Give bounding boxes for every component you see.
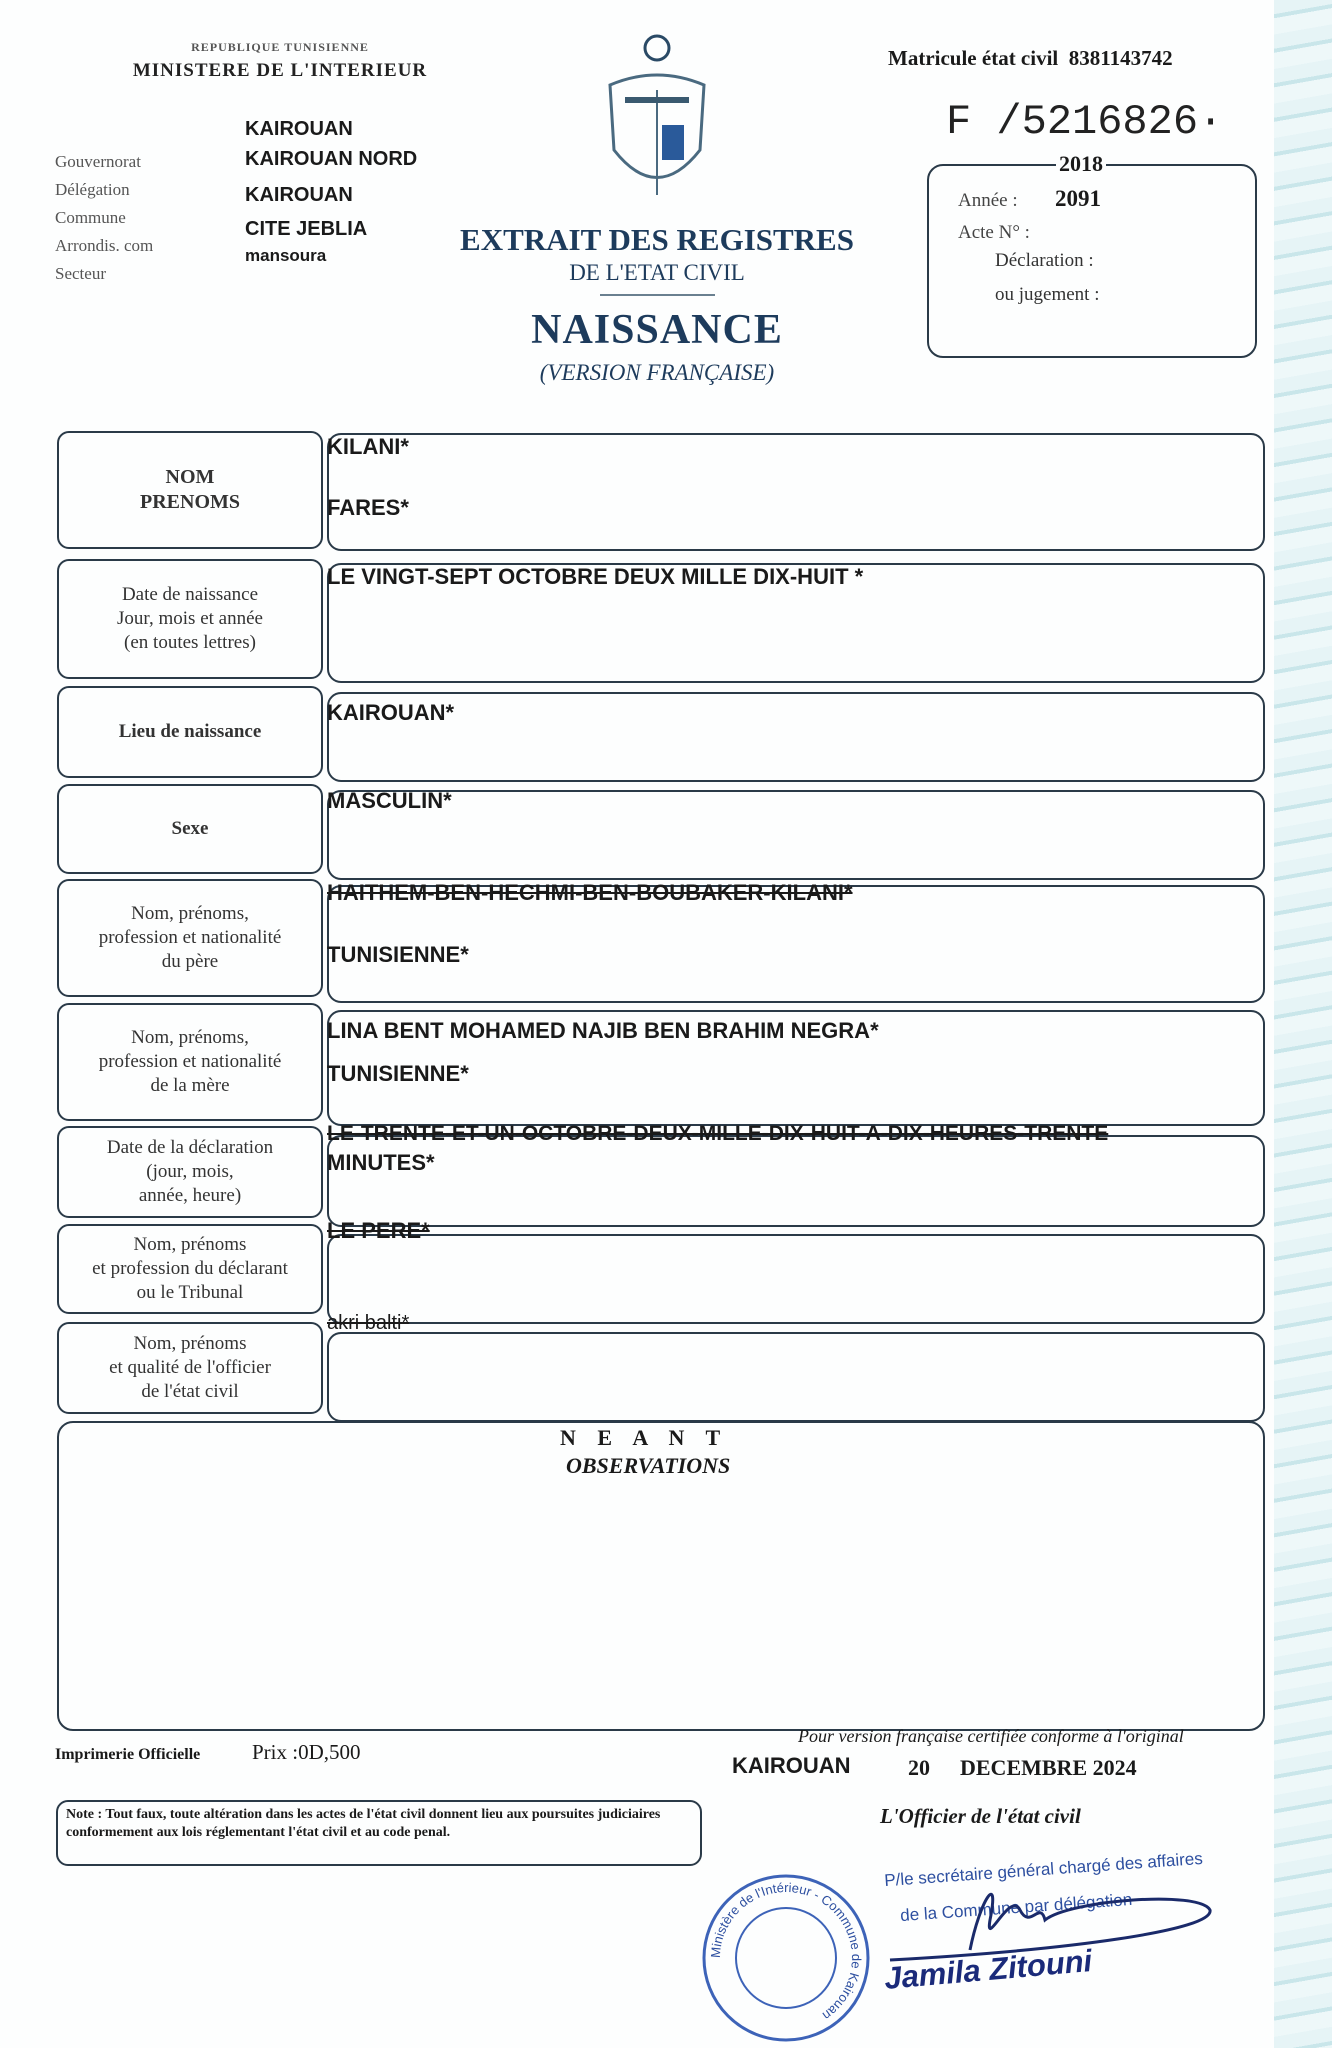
field-declaration <box>327 1135 1265 1227</box>
field-declarant <box>327 1234 1265 1324</box>
signature-line2: de la Commune par délégation <box>899 1889 1133 1926</box>
security-border <box>1274 0 1332 2048</box>
label-sexe: Sexe <box>57 784 323 874</box>
doc-title: EXTRAIT DES REGISTRES <box>460 222 854 257</box>
declaration-label: Déclaration : <box>995 250 1094 271</box>
serial-number: F /5216826· <box>946 98 1224 146</box>
label-date-naissance: Date de naissance Jour, mois et année (en toutes lettres) <box>57 559 323 679</box>
legal-note: Note : Tout faux, toute altération dans les actes de l'état civil donnent lieu aux poursuites judiciaires conformement aux lois réglementant l'état civil et au code penal. <box>56 1800 702 1866</box>
coat-of-arms-icon <box>600 30 714 205</box>
doc-subtitle: DE L'ETAT CIVIL <box>569 260 745 285</box>
date-day: 20 <box>908 1755 930 1780</box>
year-stamp: 2018 <box>1056 152 1106 176</box>
ministry-label: MINISTERE DE L'INTERIEUR <box>132 60 428 81</box>
value-delegation: KAIROUAN NORD <box>245 148 418 170</box>
doc-type: NAISSANCE <box>531 307 783 353</box>
value-pere-nom: HAITHEM-BEN-HECHMI-BEN-BOUBAKER-KILANI* <box>327 880 853 905</box>
value-mere-nationalite: TUNISIENNE* <box>327 1061 469 1086</box>
matricule-value: 8381143742 <box>1068 46 1173 70</box>
value-prenom: FARES* <box>327 495 409 520</box>
signature-line1: P/le secrétaire général chargé des affaires <box>883 1848 1204 1891</box>
field-lieu-naissance <box>327 692 1265 782</box>
printer-label: Imprimerie Officielle <box>55 1746 201 1763</box>
officer-title: L'Officier de l'état civil <box>880 1804 1081 1828</box>
doc-version: (VERSION FRANÇAISE) <box>539 360 775 385</box>
label-delegation: Délégation <box>55 180 130 199</box>
value-declaration-date: LE-TRENTE-ET-UN-OCTOBRE-DEUX-MILLE-DIX-HUIT-A-DIX-HEURES-TRENTE <box>327 1122 1109 1145</box>
value-mere-nom: LINA BENT MOHAMED NAJIB BEN BRAHIM NEGRA* <box>327 1018 879 1043</box>
annee-value: 2091 <box>1055 186 1101 211</box>
stamp-text: Ministère de l'Intérieur - Commune de Kairouan <box>707 1879 865 2024</box>
field-sexe <box>327 790 1265 880</box>
field-nom-prenoms <box>327 433 1265 551</box>
matricule-label: Matricule état civil <box>888 46 1059 70</box>
value-lieu-naissance: KAIROUAN* <box>327 700 455 725</box>
date-place: KAIROUAN <box>732 1753 851 1778</box>
value-gouvernorat: KAIROUAN <box>245 118 353 140</box>
value-date-naissance: LE VINGT-SEPT OCTOBRE DEUX MILLE DIX-HUIT * <box>327 564 864 589</box>
title-divider <box>600 294 715 296</box>
observations-value: N E A N T <box>560 1425 729 1450</box>
date-month-year: DECEMBRE 2024 <box>960 1755 1137 1780</box>
label-secteur: Secteur <box>55 264 106 283</box>
label-arrondissement: Arrondis. com <box>55 236 154 255</box>
signer-name: Jamila Zitouni <box>882 1942 1094 1997</box>
official-stamp-icon <box>700 1872 872 2044</box>
value-declarant: LE PERE* <box>327 1218 430 1243</box>
label-mere: Nom, prénoms, profession et nationalité de la mère <box>57 1003 323 1121</box>
label-commune: Commune <box>55 208 126 227</box>
value-arrondissement: CITE JEBLIA <box>245 218 368 240</box>
observations-label: OBSERVATIONS <box>566 1453 731 1478</box>
label-gouvernorat: Gouvernorat <box>55 152 141 171</box>
label-lieu-naissance: Lieu de naissance <box>57 686 323 778</box>
jugement-label: ou jugement : <box>995 284 1100 305</box>
label-declaration: Date de la déclaration (jour, mois, année, heure) <box>57 1126 323 1218</box>
label-declarant: Nom, prénoms et profession du déclarant ou le Tribunal <box>57 1224 323 1314</box>
annee-label: Année : <box>958 190 1018 211</box>
matricule <box>888 46 1173 71</box>
value-secteur: mansoura <box>245 246 327 265</box>
certified-label: Pour version française certifiée conforme à l'original <box>798 1726 1184 1746</box>
value-declaration-time: MINUTES* <box>327 1150 435 1175</box>
value-commune: KAIROUAN <box>245 184 353 206</box>
value-pere-nationalite: TUNISIENNE* <box>327 942 469 967</box>
value-sexe: MASCULIN* <box>327 788 452 813</box>
republic-label: REPUBLIQUE TUNISIENNE <box>191 40 369 54</box>
value-officier: akri balti* <box>327 1312 410 1334</box>
label-nom-prenoms: NOM PRENOMS <box>57 431 323 549</box>
acte-label: Acte N° : <box>958 222 1030 243</box>
field-officier <box>327 1332 1265 1422</box>
label-pere: Nom, prénoms, profession et nationalité du père <box>57 879 323 997</box>
stamp-text-wrapper <box>708 1880 864 2023</box>
label-officier: Nom, prénoms et qualité de l'officier de l'état civil <box>57 1322 323 1414</box>
price: Prix :0D,500 <box>252 1740 361 1764</box>
value-nom: KILANI* <box>327 434 409 459</box>
